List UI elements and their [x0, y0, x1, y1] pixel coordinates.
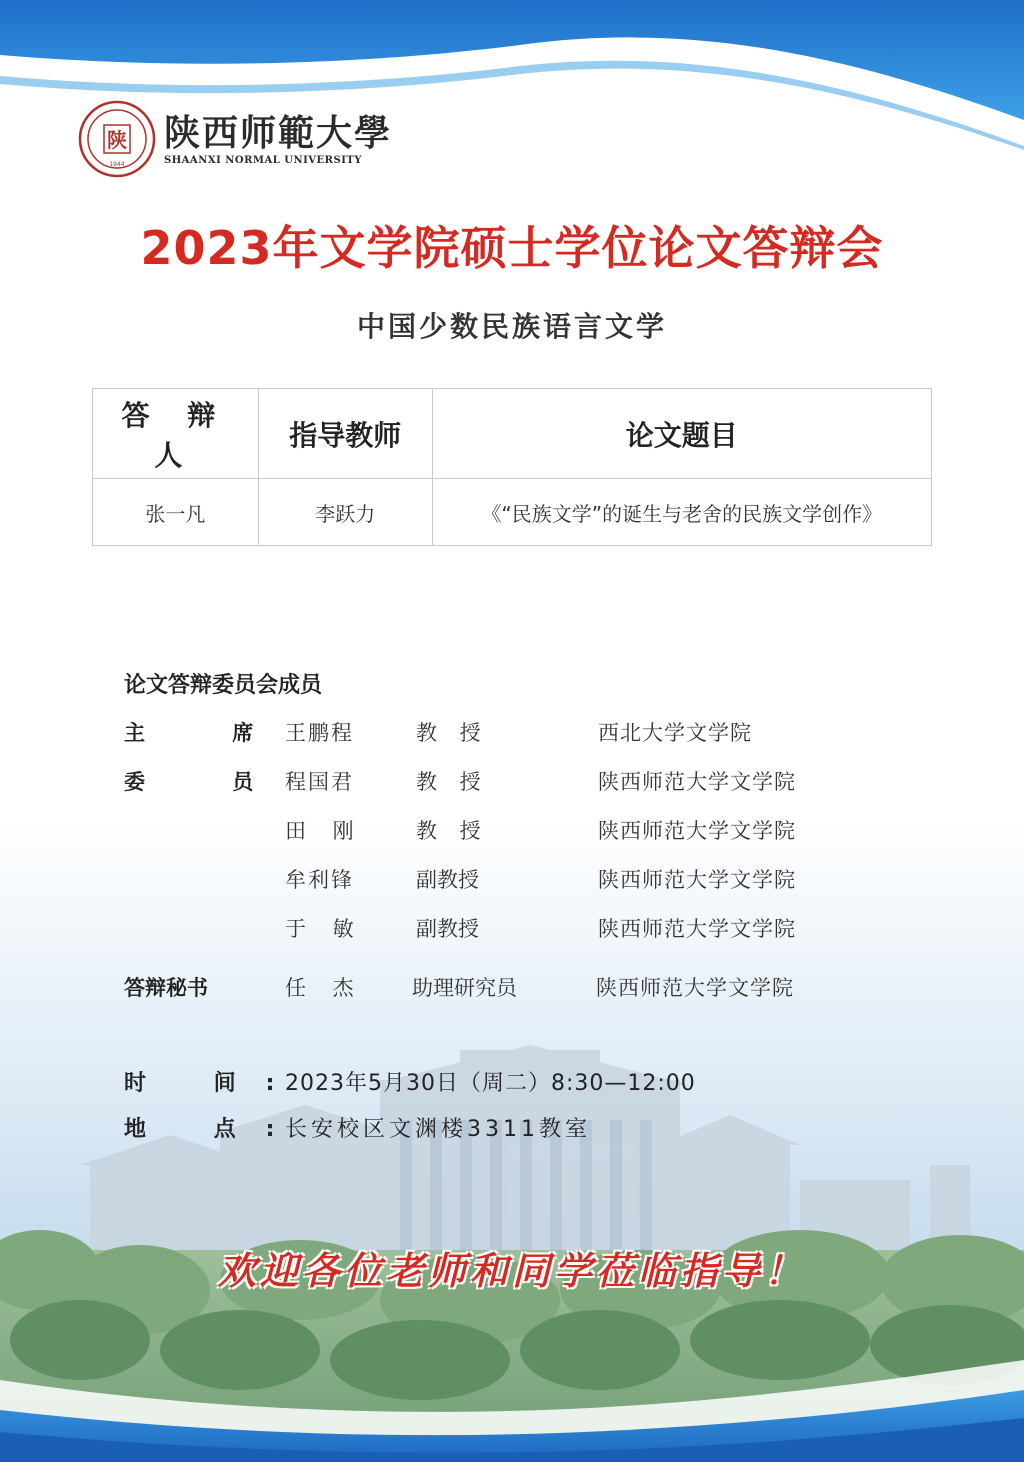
event-info — [124, 1066, 884, 1158]
member-title: 教 授 — [416, 770, 489, 794]
member-title: 教 授 — [416, 819, 489, 843]
cell-advisor: 李跃力 — [258, 479, 432, 546]
secretary-org: 陕西师范大学文学院 — [596, 976, 794, 1000]
member-name: 王鹏程 — [285, 721, 354, 745]
committee-member-row — [124, 766, 884, 815]
university-seal-icon — [78, 100, 156, 178]
university-logo — [78, 100, 392, 178]
member-title: 副教授 — [416, 868, 479, 892]
committee-secretary-row — [124, 972, 884, 1021]
member-name: 田 刚 — [285, 819, 364, 843]
poster-title: 2023年文学院硕士学位论文答辩会 — [140, 221, 884, 275]
secretary-name: 任 杰 — [285, 976, 364, 1000]
cell-thesis-title: 《“民族文学”的诞生与老舍的民族文学创作》 — [432, 479, 931, 546]
member-role: 主 席 — [124, 721, 294, 745]
committee-member-row — [124, 815, 884, 864]
member-org: 陕西师范大学文学院 — [598, 917, 796, 941]
place-label: 地 点: — [124, 1117, 305, 1142]
place-row — [124, 1112, 884, 1158]
university-name-cn: 陕西师範大學 — [164, 111, 393, 154]
time-label: 时 间: — [124, 1071, 305, 1096]
committee-member-row — [124, 864, 884, 913]
table-header-row — [93, 389, 932, 479]
committee-section — [124, 668, 884, 1021]
member-name: 程国君 — [285, 770, 354, 794]
member-org: 陕西师范大学文学院 — [598, 770, 796, 794]
time-row — [124, 1066, 884, 1112]
member-org: 陕西师范大学文学院 — [598, 819, 796, 843]
member-role: 委 员 — [124, 770, 294, 794]
member-name: 牟利锋 — [285, 868, 354, 892]
university-name-en: SHAANXI NORMAL UNIVERSITY — [164, 154, 362, 166]
svg-text:1944: 1944 — [109, 161, 125, 168]
member-org: 西北大学文学院 — [598, 721, 752, 745]
member-org: 陕西师范大学文学院 — [598, 868, 796, 892]
table-row — [93, 479, 932, 546]
header-thesis-title: 论文题目 — [432, 389, 931, 479]
member-name: 于 敏 — [285, 917, 364, 941]
thesis-table — [92, 388, 932, 546]
secretary-title: 助理研究员 — [412, 976, 517, 1000]
member-title: 教 授 — [416, 721, 489, 745]
committee-member-row — [124, 717, 884, 766]
header-candidate: 答 辩 人 — [93, 389, 259, 479]
welcome-slogan: 欢迎各位老师和同学莅临指导！ — [217, 1249, 806, 1293]
time-value: 2023年5月30日（周二）8:30—12:00 — [285, 1071, 696, 1096]
secretary-role: 答辩秘书 — [124, 976, 208, 1000]
place-value: 长安校区文渊楼3311教室 — [285, 1117, 591, 1142]
svg-text:陕: 陕 — [107, 128, 127, 152]
header-advisor: 指导教师 — [258, 389, 432, 479]
committee-heading: 论文答辩委员会成员 — [124, 673, 323, 698]
cell-candidate: 张一凡 — [93, 479, 259, 546]
member-title: 副教授 — [416, 917, 479, 941]
major-subtitle: 中国少数民族语言文学 — [356, 310, 667, 343]
committee-member-row — [124, 913, 884, 962]
